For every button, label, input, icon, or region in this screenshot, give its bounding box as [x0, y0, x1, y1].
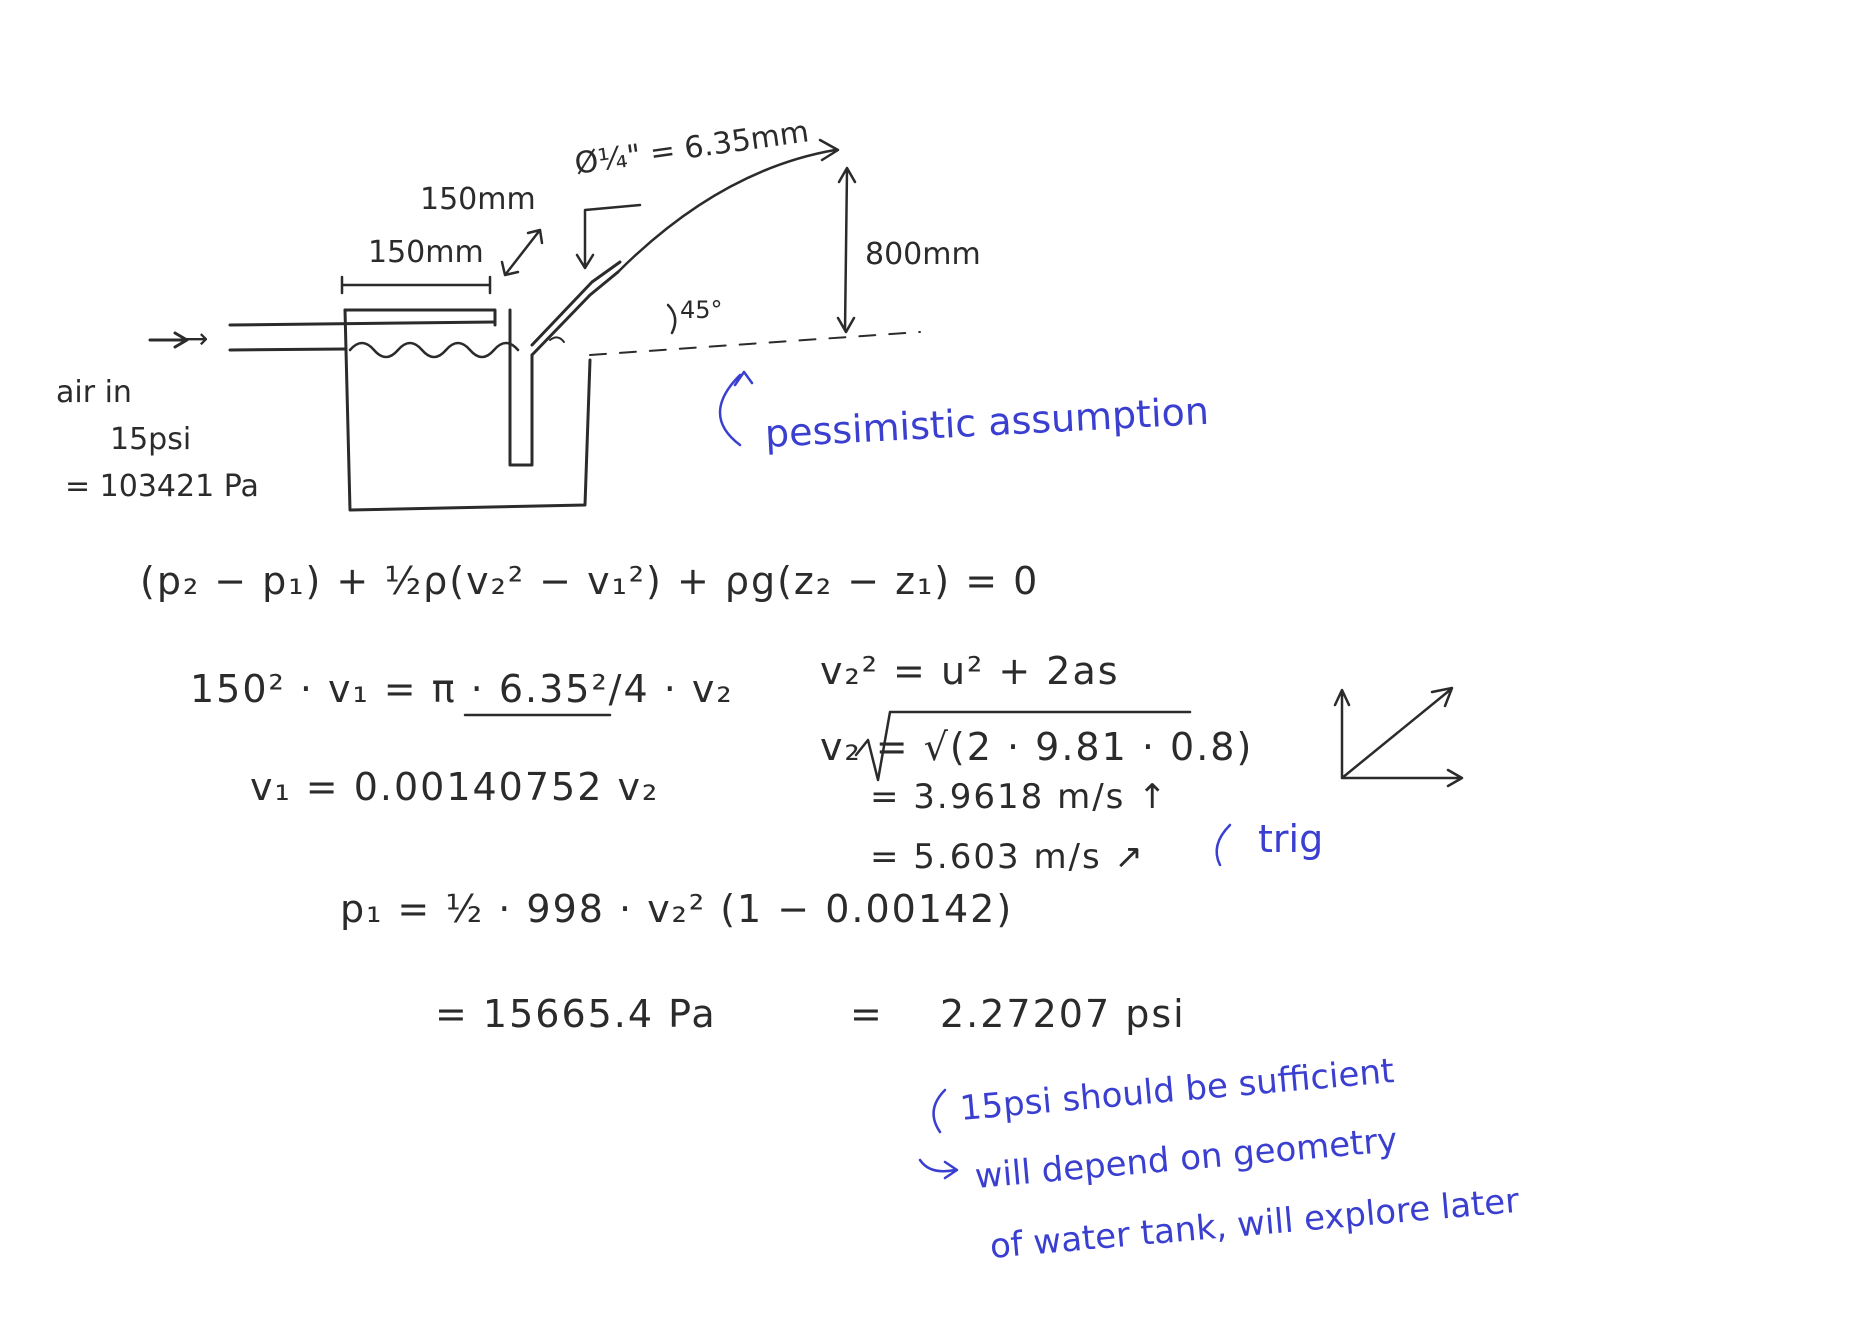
v2-sqrt: v₂ = √(2 · 9.81 · 0.8): [820, 725, 1254, 769]
vector-diagram: [1335, 688, 1462, 786]
outlet-flow: [550, 337, 564, 342]
v2-value-1: = 3.9618 m/s ↑: [870, 777, 1169, 817]
air-in-label: air in: [56, 375, 132, 410]
angle-label: 45°: [680, 296, 723, 324]
dim-150-diagonal-label: 150mm: [420, 182, 536, 217]
dim-150-horizontal-label: 150mm: [368, 235, 484, 270]
depend-arrow: [920, 1160, 957, 1178]
pa-label: = 103421 Pa: [65, 469, 259, 504]
tank-note: of water tank, will explore later: [988, 1180, 1521, 1267]
diameter-label: Ø¼" = 6.35mm: [572, 114, 812, 182]
air-inlet-pipe: [230, 322, 495, 350]
reference-dashed-line: [590, 332, 920, 355]
depend-note: will depend on geometry: [973, 1120, 1399, 1197]
psi-result: 2.27207 psi: [940, 992, 1186, 1036]
height-label: 800mm: [865, 237, 981, 272]
kinematic-equation: v₂² = u² + 2as: [820, 649, 1120, 693]
continuity-equation: 150² · v₁ = π · 6.35²/4 · v₂: [190, 667, 734, 711]
air-flow-arrow: [150, 333, 187, 347]
sufficient-note: 15psi should be sufficient: [958, 1051, 1396, 1129]
p1-equals: =: [850, 992, 884, 1036]
dip-tube: [510, 310, 532, 465]
angle-arc: [668, 305, 675, 333]
air-arrow-label: →: [185, 322, 209, 355]
dim-800-vertical: [838, 168, 855, 332]
p1-formula: p₁ = ½ · 998 · v₂² (1 − 0.00142): [340, 887, 1014, 931]
water-surface: [350, 343, 518, 357]
v2-value-2: = 5.603 m/s ↗: [870, 837, 1146, 877]
dim-150-horizontal: [342, 277, 490, 293]
bernoulli-equation: (p₂ − p₁) + ½ρ(v₂² − v₁²) + ρg(z₂ − z₁) = 0: [140, 559, 1040, 603]
p1-result: = 15665.4 Pa: [435, 992, 717, 1036]
pessimistic-arrow: [720, 372, 752, 445]
pessimistic-note: pessimistic assumption: [763, 388, 1210, 456]
tank-outline: [345, 310, 590, 510]
outlet-tube: [532, 262, 620, 355]
psi-label: 15psi: [110, 422, 192, 457]
v1-result: v₁ = 0.00140752 v₂: [250, 765, 660, 809]
trig-note: trig: [1258, 817, 1324, 861]
sufficient-arrow: [934, 1090, 945, 1132]
dim-150-diagonal: [502, 230, 542, 275]
trig-arrow: [1217, 825, 1230, 865]
